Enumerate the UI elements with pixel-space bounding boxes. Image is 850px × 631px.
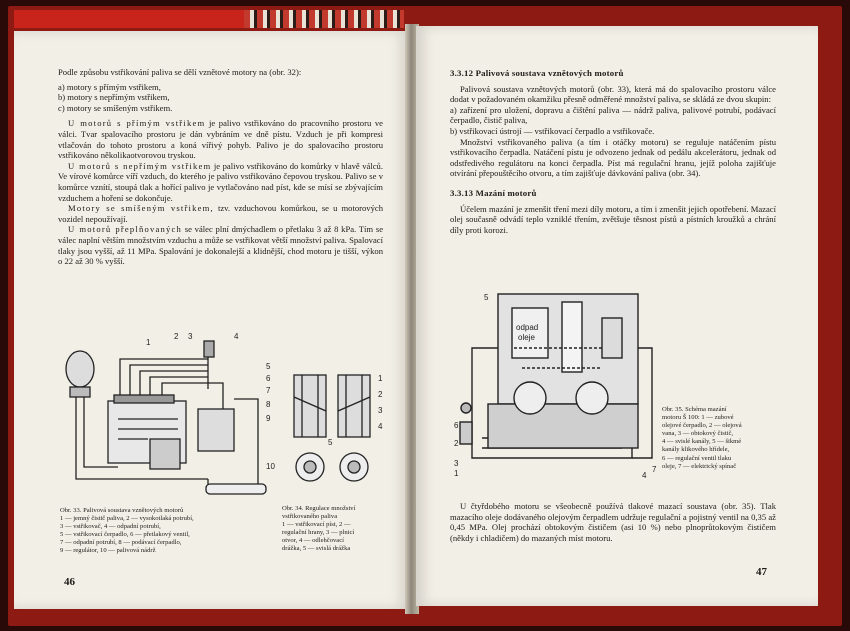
fig33-label: 10 bbox=[266, 462, 275, 471]
paragraph-body: je palivo vstřikováno do pracovního prostoru ve válci. Tvar spalovacího prostoru je dán vybráním ve dně pístu. Vzduch je při kompresi vtlačován do tohoto prostoru a koná vířivý pohyb. Palivo je do spalovacího prostoru vstřikováno několikaotvorovou tryskou. bbox=[58, 118, 383, 161]
caption-line: regulační hrany, 3 — plnicí bbox=[282, 529, 355, 537]
list-item: a) motory s přímým vstřikem, bbox=[58, 81, 161, 92]
fig34-label: 5 bbox=[328, 438, 333, 447]
paragraph-regulation: Množství vstřikovaného paliva (a tím i otáčky motoru) se reguluje natáčením pístu vstřikovacího čerpadla. Natáčení pístu je odvozeno jednak od pedálu akcelerátoru, jednak od odstředivého regulátoru na konci čerpadla. Píst má regulační hranu, jejíž poloha zajišťuje otvírání přepouštěcího otvoru, a tím zajišťuje dávkování paliva (obr. 34). bbox=[450, 136, 776, 179]
fig33-label: 6 bbox=[266, 374, 271, 383]
caption-line: olejové čerpadlo, 2 — olejová bbox=[662, 422, 742, 430]
fig33-label: 7 bbox=[266, 386, 271, 395]
caption-line: 1 — jemný čistič paliva, 2 — vysokotlaká potrubí, bbox=[60, 515, 194, 523]
list-item: c) motory se smíšeným vstřikem. bbox=[58, 102, 173, 113]
fig35-label: 5 bbox=[484, 293, 489, 302]
fig35-label: 2 bbox=[454, 439, 459, 448]
fig33-label: 8 bbox=[266, 400, 271, 409]
fig34-label: 1 bbox=[378, 374, 383, 383]
fig35-label: 3 bbox=[454, 459, 459, 468]
figure-34-caption bbox=[282, 505, 394, 554]
paragraph-lead: U motorů s přímým vstřikem bbox=[68, 118, 206, 129]
cover-edge-red bbox=[14, 10, 244, 28]
page-number-right: 47 bbox=[756, 566, 767, 578]
paragraph-pressure-lubrication: U čtyřdobého motoru se všeobecně používá tlakové mazací soustava (obr. 35). Tlak mazacího oleje dodávaného olejovým čerpadlem udržuje regulační a pojistný ventil na 0,35 až 0,45 MPa. Olej prochází obtokovým čističem (asi 10 %) nebo plnoprůtokovým čističem (někdy i chladičem) do mazaných míst motoru. bbox=[450, 501, 776, 543]
caption-line: 5 — vstřikovací čerpadlo, 6 — přetlakový ventil, bbox=[60, 531, 190, 539]
paragraph-mixed-injection bbox=[58, 203, 383, 224]
caption-line: 3 — vstřikovač, 4 — odpadní potrubí, bbox=[60, 523, 161, 531]
section-heading-lubrication: 3.3.13 Mazání motorů bbox=[450, 187, 537, 198]
caption-line: vana, 3 — obtokový čistič, bbox=[662, 430, 734, 438]
fig33-label: 2 bbox=[174, 332, 179, 341]
caption-line: 7 — odpadní potrubí, 8 — podávací čerpadlo, bbox=[60, 539, 182, 547]
caption-line: motoru Š 100: 1 — zubové bbox=[662, 414, 734, 422]
paragraph-lead: U motorů přeplňovaných bbox=[68, 224, 182, 235]
paragraph-fuel-system: Palivová soustava vznětových motorů (obr. 33), která má do spalovacího prostoru válce dodat v požadovaném okamžiku přesně odměřené množství paliva, se skládá ze dvou skupin: bbox=[450, 83, 776, 105]
figure-34-fuel-metering-diagram bbox=[286, 367, 396, 489]
paragraph-lead: U motorů s nepřímým vstřikem bbox=[68, 160, 212, 171]
caption-line: vstřikovaného paliva bbox=[282, 513, 338, 521]
caption-line: 4 — svislé kanály, 5 — šikmé bbox=[662, 438, 742, 446]
section-heading-fuel-system: 3.3.12 Palivová soustava vznětových motorů bbox=[450, 68, 624, 78]
left-intro: Podle způsobu vstřikování paliva se dělí vznětové motory na (obr. 32): bbox=[58, 67, 302, 77]
paragraph-lubrication: Účelem mazání je zmenšit tření mezi díly motoru, a tím i zmenšit jejich opotřebení. Mazací olej současně odvádí teplo vzniklé třením, zvětšuje těsnost pístů a pístních kroužků a chrání díly proti korozi. bbox=[450, 203, 776, 235]
caption-line: Obr. 33. Palivová soustava vznětových motorů bbox=[60, 507, 184, 514]
fig33-label: 1 bbox=[146, 338, 151, 347]
right-page bbox=[416, 26, 818, 606]
paragraph-supercharged bbox=[58, 224, 383, 266]
fig33-label: 9 bbox=[266, 414, 271, 423]
fig35-label: 4 bbox=[642, 471, 647, 480]
page-number-left: 46 bbox=[64, 576, 75, 588]
fig34-label: 2 bbox=[378, 390, 383, 399]
caption-line: kanály klikového hřídele, bbox=[662, 446, 730, 454]
fig34-label: 4 bbox=[378, 422, 383, 431]
right-bottom-text bbox=[450, 501, 776, 543]
paragraph-direct-injection bbox=[58, 118, 383, 160]
right-text-block bbox=[450, 68, 776, 235]
fig35-label: 1 bbox=[454, 469, 459, 478]
figure-35-caption bbox=[662, 406, 780, 471]
paragraph-body: se válec plní dmýchadlem o přetlaku 3 až 8 kPa. Tím se válec naplní větším množstvím vzduchu a může se vstřikovat větší množství paliva. Spalovací tlaky jsou vyšší, až 11 MPa. Spalování je dokonalejší a klidnější, chod motoru je tišší, výkon o 22 až 30 % vyšší. bbox=[58, 224, 384, 267]
fig35-label: 6 bbox=[454, 421, 459, 430]
figure-33-fuel-system-diagram bbox=[58, 329, 288, 499]
paragraph-body: tzv. vzduchovou komůrkou, se u motorových vozidel nepoužívají. bbox=[58, 203, 383, 224]
figure-33-caption bbox=[60, 507, 274, 556]
fig33-label: 4 bbox=[234, 332, 239, 341]
list-item: a) zařízení pro uložení, dopravu a čištění paliva — nádrž paliva, palivové potrubí, podávací čerpadlo, čistič paliva, bbox=[450, 104, 776, 126]
paragraph-indirect-injection bbox=[58, 161, 383, 203]
cover-edge-stripes bbox=[244, 10, 404, 28]
figure-35-lubrication-diagram bbox=[452, 288, 662, 488]
caption-line: 9 — regulátor, 10 — palivová nádrž bbox=[60, 547, 156, 555]
paragraph-lead: Motory se smíšeným vstřikem, bbox=[68, 203, 214, 214]
fig33-label: 3 bbox=[188, 332, 193, 341]
fig35-inner-label: odpad bbox=[516, 323, 539, 332]
paragraph-body: je palivo vstřikováno do komůrky v hlavě válců. Ve vírové komůrce víří vzduch, do kterého je palivo vstřikováno čepovou tryskou. Palivo se v komůrce vznítí, stoupá tlak a hořící palivo je vytlačováno nad píst, kde se mísí se zbývajícím vzduchem a hoření se dokončuje. bbox=[58, 160, 384, 203]
list-item: b) motory s nepřímým vstřikem, bbox=[58, 92, 170, 103]
fig34-label: 3 bbox=[378, 406, 383, 415]
caption-line: otvor, 4 — odlehčovací bbox=[282, 537, 344, 545]
fig35-label: 7 bbox=[652, 465, 657, 474]
caption-line: Obr. 34. Regulace množství bbox=[282, 505, 356, 512]
list-item: b) vstřikovací ústrojí — vstřikovací čerpadlo a vstřikovače. bbox=[450, 125, 655, 136]
fig33-label: 5 bbox=[266, 362, 271, 371]
fig35-inner-label: oleje bbox=[518, 333, 535, 342]
caption-line: 1 — vstřikovací píst, 2 — bbox=[282, 521, 351, 529]
caption-line: oleje, 7 — elektrický spínač bbox=[662, 462, 737, 470]
caption-line: 6 — regulační ventil tlaku bbox=[662, 454, 732, 462]
caption-line: drážka, 5 — svislá drážka bbox=[282, 545, 351, 553]
left-page bbox=[14, 31, 409, 609]
left-text-block bbox=[58, 67, 383, 267]
caption-line: Obr. 35. Schéma mazání bbox=[662, 406, 727, 413]
